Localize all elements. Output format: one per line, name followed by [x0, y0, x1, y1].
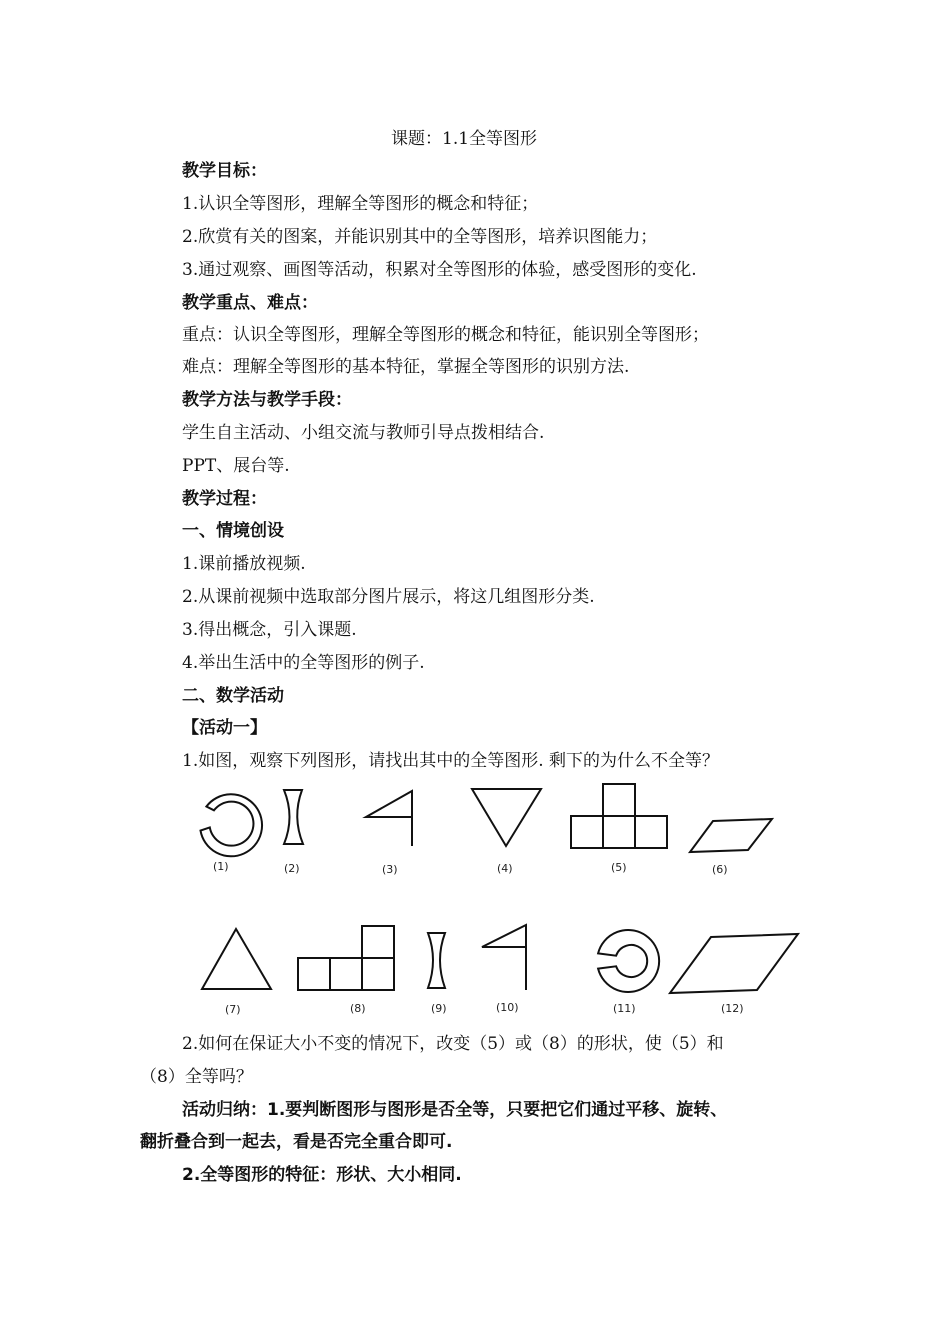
section1-heading: 一、情境创设	[182, 521, 284, 541]
figure-label: (5)	[611, 861, 627, 874]
objective-item: 2.欣赏有关的图案，并能识别其中的全等图形，培养识图能力；	[182, 227, 658, 247]
difficulty-text: 难点：理解全等图形的基本特征，掌握全等图形的识别方法.	[182, 357, 630, 377]
figure-8-square	[330, 958, 362, 990]
section1-item: 2.从课前视频中选取部分图片展示，将这几组图形分类.	[182, 587, 595, 607]
figure-label: (6)	[712, 863, 728, 876]
process-heading: 教学过程：	[182, 489, 267, 509]
figure-5-square	[635, 816, 667, 848]
figure-4-triangle	[472, 789, 541, 846]
objectives-heading: 教学目标：	[182, 161, 267, 181]
figure-5-square	[571, 816, 603, 848]
figure-8-square	[362, 926, 394, 958]
figure-5-square	[603, 816, 635, 848]
section1-item: 1.课前播放视频.	[182, 554, 306, 574]
methods-heading: 教学方法与教学手段：	[182, 390, 352, 410]
method-item: 学生自主活动、小组交流与教师引导点拨相结合.	[182, 423, 545, 443]
figure-9-lens	[428, 933, 445, 988]
method-item: PPT、展台等.	[182, 456, 290, 476]
figure-label: (8)	[350, 1002, 366, 1015]
activity-summary-point: 2.全等图形的特征：形状、大小相同.	[182, 1165, 462, 1185]
section2-heading: 二、数学活动	[182, 686, 284, 706]
activity-title: 【活动一】	[182, 718, 267, 738]
figure-8-square	[362, 958, 394, 990]
figure-label: (11)	[613, 1002, 636, 1015]
section1-item: 3.得出概念，引入课题.	[182, 620, 357, 640]
figure-12-parallelogram	[670, 934, 798, 993]
figure-2-lens	[284, 790, 303, 844]
figure-5-square	[603, 784, 635, 816]
figure-label: (12)	[721, 1002, 744, 1015]
question-1: 1.如图，观察下列图形，请找出其中的全等图形. 剩下的为什么不全等？	[182, 751, 720, 771]
figure-8-square	[298, 958, 330, 990]
figure-label: (3)	[382, 863, 398, 876]
objective-item: 1.认识全等图形，理解全等图形的概念和特征；	[182, 194, 539, 214]
key-points-heading: 教学重点、难点：	[182, 293, 318, 313]
figure-1-ring	[201, 794, 263, 856]
figure-label: (1)	[213, 860, 229, 873]
figure-6-parallelogram	[690, 819, 772, 852]
figure-7-triangle	[202, 929, 271, 989]
figure-label: (4)	[497, 862, 513, 875]
activity-summary-cont: 翻折叠合到一起去，看是否完全重合即可.	[140, 1132, 453, 1152]
focus-text: 重点：认识全等图形，理解全等图形的概念和特征，能识别全等图形；	[182, 325, 709, 345]
activity-summary: 活动归纳：1.要判断图形与图形是否全等，只要把它们通过平移、旋转、	[182, 1100, 728, 1120]
figure-11-ring	[598, 930, 659, 992]
figure-label: (7)	[225, 1003, 241, 1016]
question-2: 2.如何在保证大小不变的情况下，改变（5）或（8）的形状，使（5）和	[182, 1034, 724, 1054]
page-title: 课题：1.1全等图形	[391, 129, 538, 149]
objective-item: 3.通过观察、画图等活动，积累对全等图形的体验，感受图形的变化.	[182, 260, 697, 280]
figure-label: (2)	[284, 862, 300, 875]
figure-label: (9)	[431, 1002, 447, 1015]
figure-3-flag	[366, 791, 412, 846]
figure-label: (10)	[496, 1001, 519, 1014]
section1-item: 4.举出生活中的全等图形的例子.	[182, 653, 425, 673]
figure-10-flag	[482, 925, 526, 990]
question-2-cont: （8）全等吗？	[140, 1067, 253, 1087]
